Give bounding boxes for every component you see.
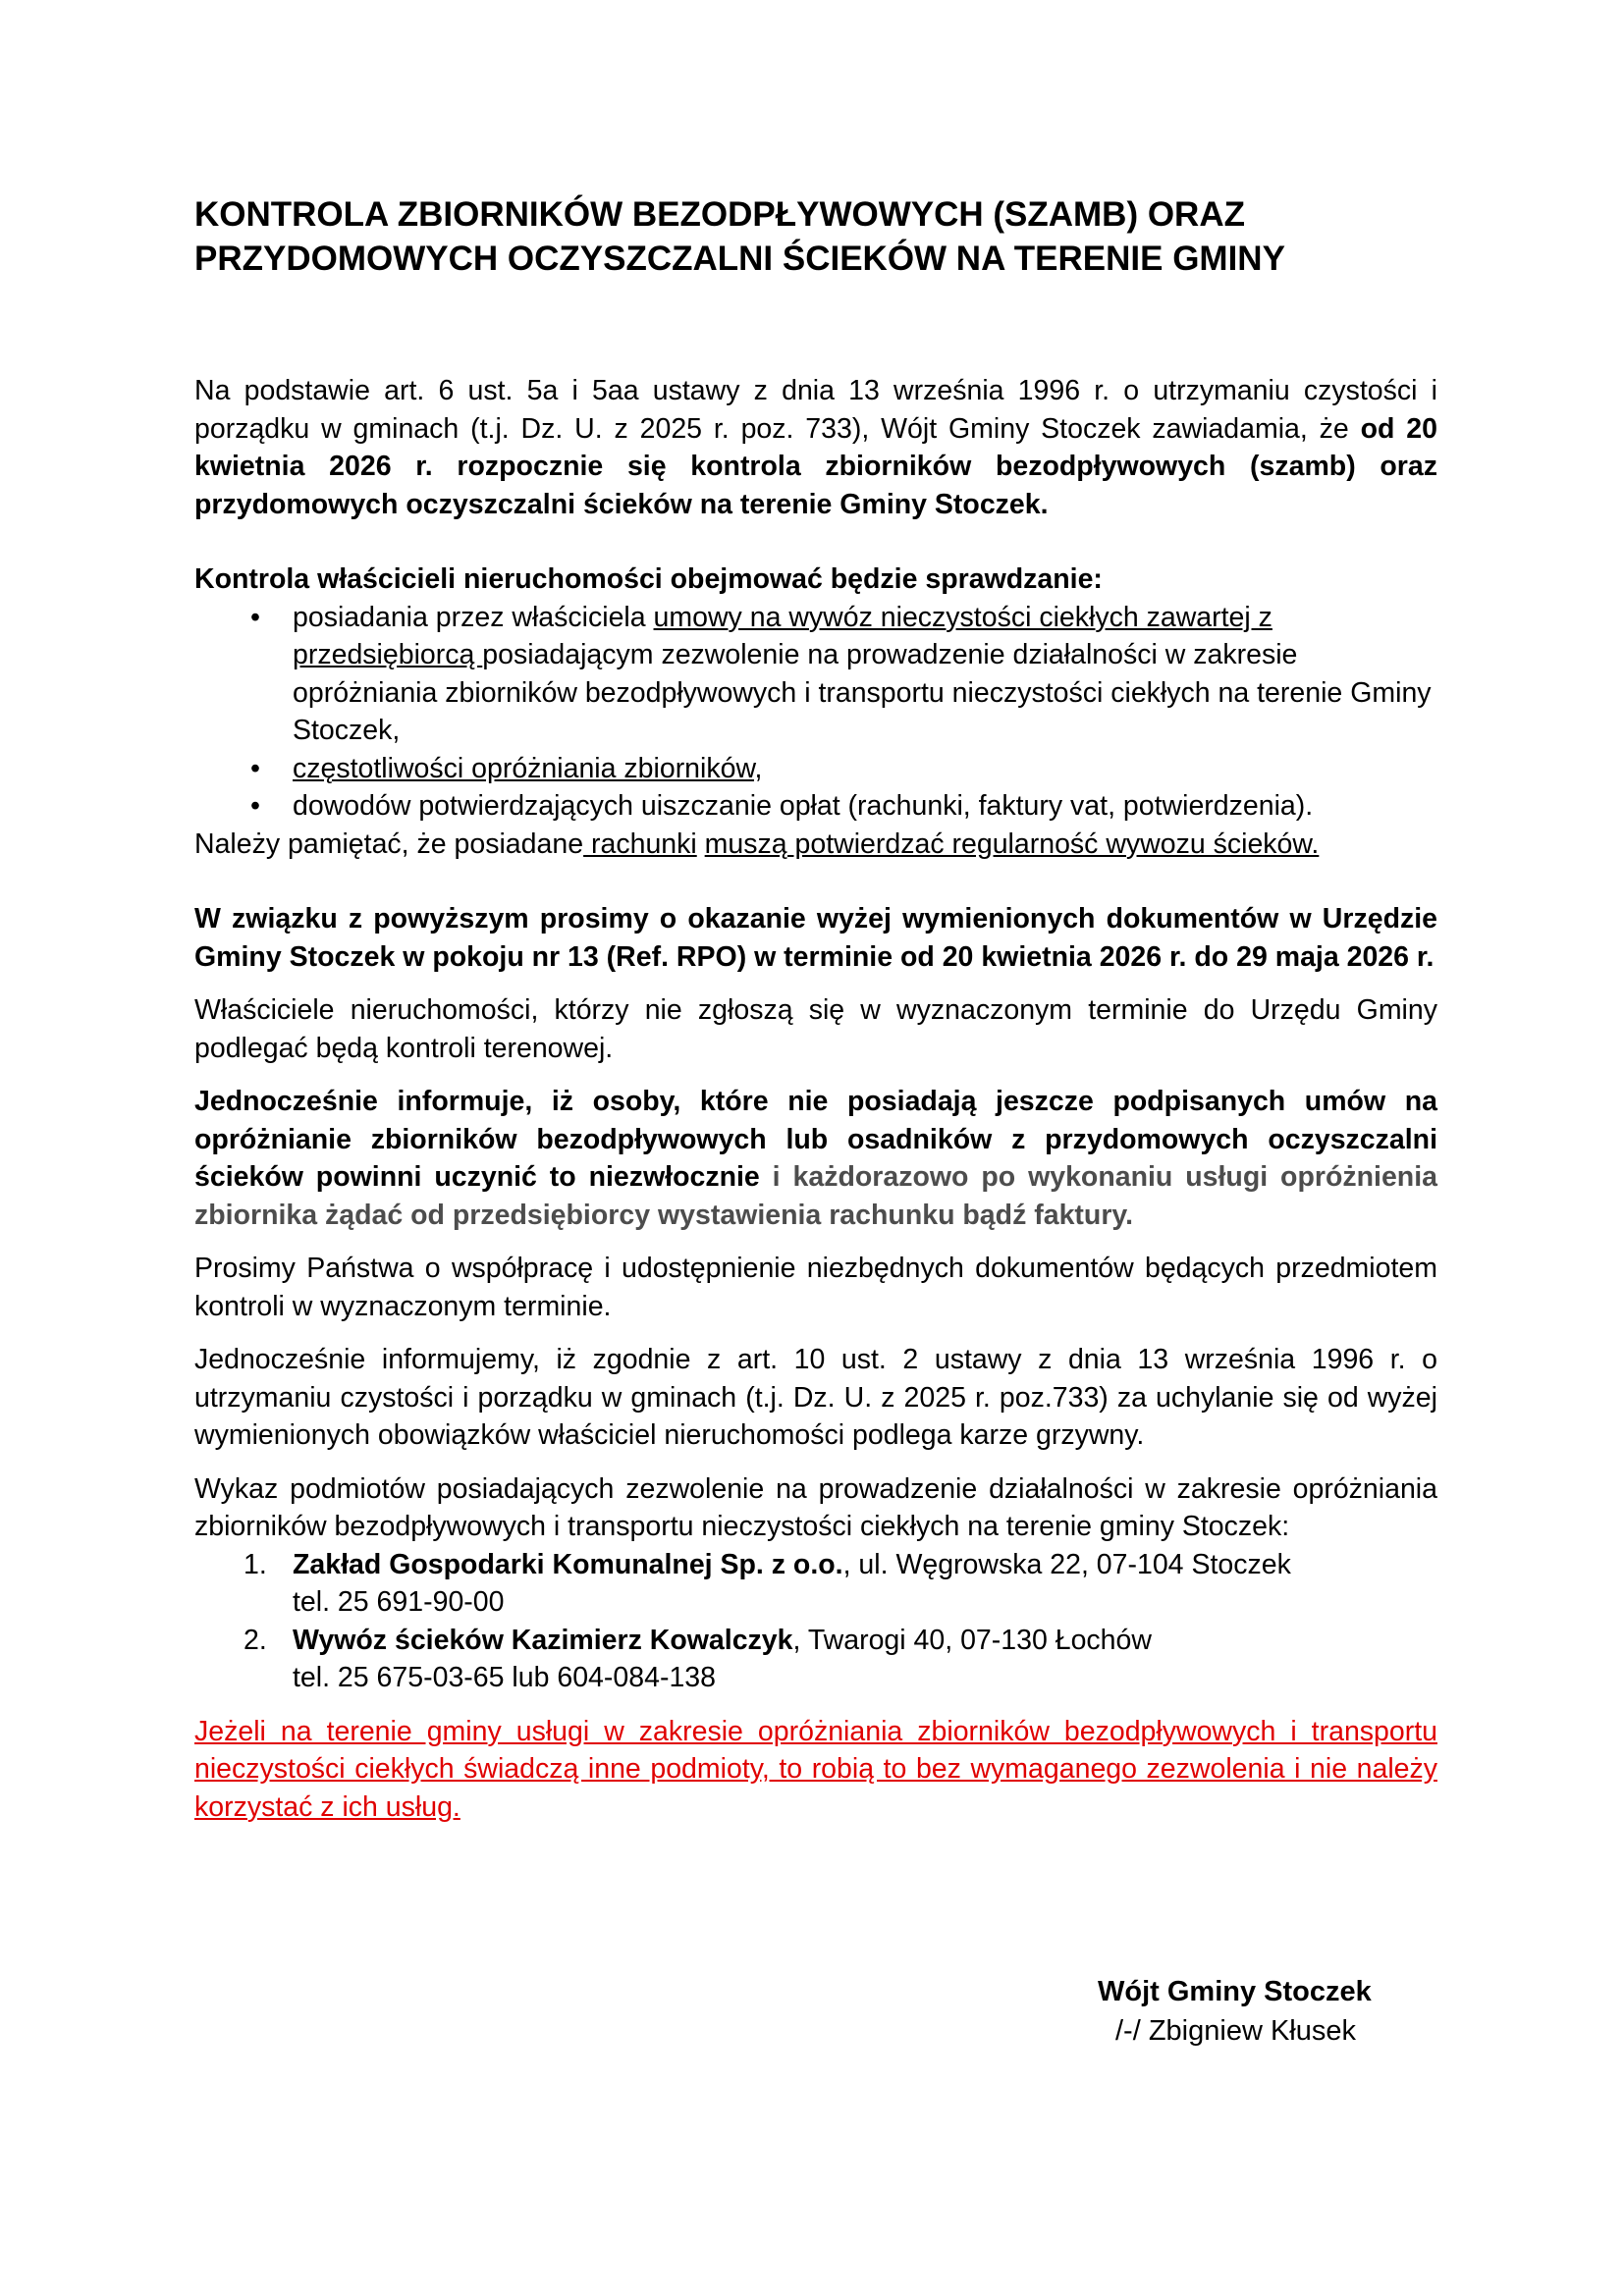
list-intro-paragraph: Wykaz podmiotów posiadających zezwolenie na prowadzenie działalności w zakresie opróżniania zbiorników bezodpływowych i transportu nieczystości ciekłych na terenie gminy Stoczek:: [194, 1472, 1437, 1542]
control-list: [194, 599, 1437, 826]
item1-rest: posiadającym zezwolenie na prowadzenie działalności w zakresie opróżniania zbiorników bezodpływowych i transportu nieczystości ciekłych na terenie Gminy Stoczek,: [293, 639, 1432, 746]
note-space: [697, 828, 705, 860]
title-line-1: KONTROLA ZBIORNIKÓW BEZODPŁYWOWYCH (SZAMB) ORAZ: [194, 195, 1245, 234]
bullet-icon: •: [250, 601, 260, 633]
company-phone: tel. 25 675-03-65 lub 604-084-138: [293, 1662, 716, 1693]
intro-paragraph: [194, 372, 1437, 523]
list-item: [194, 750, 1437, 788]
companies-list: [194, 1546, 1437, 1697]
control-heading: Kontrola właścicieli nieruchomości obejmować będzie sprawdzanie:: [194, 563, 1103, 595]
info-paragraph: [194, 1083, 1437, 1234]
company-address: , ul. Węgrowska 22, 07-104 Stoczek: [842, 1548, 1291, 1580]
company-phone: tel. 25 691-90-00: [293, 1586, 505, 1618]
company-name: Zakład Gospodarki Komunalnej Sp. z o.o.: [293, 1548, 843, 1580]
list-number: 2.: [244, 1624, 267, 1656]
note-underlined-1: rachunki: [583, 828, 697, 860]
field-control-paragraph: Właściciele nieruchomości, którzy nie zgłoszą się w wyznaczonym terminie do Urzędu Gminy podlegać będą kontroli terenowej.: [194, 994, 1437, 1064]
cooperation-paragraph: Prosimy Państwa o współpracę i udostępnienie niezbędnych dokumentów będących przedmiotem kontroli w wyznaczonym terminie.: [194, 1253, 1437, 1322]
item1-underlined: umowy na wywóz nieczystości ciekłych zawartej z przedsiębiorcą: [293, 601, 1272, 670]
receipts-note: [194, 826, 1437, 864]
info-bold-text: Jednocześnie informuje, iż osoby, które nie posiadają jeszcze podpisanych umów na opróżnianie zbiorników bezodpływowych lub osadników z przydomowych oczyszczalni ścieków powinni uczynić to niezwłocznie: [194, 1086, 1437, 1193]
list-item: [194, 1546, 1437, 1622]
warning-paragraph: Jeżeli na terenie gminy usługi w zakresie opróżniania zbiorników bezodpływowych i transportu nieczystości ciekłych świadczą inne podmioty, to robią to bez wymaganego zezwolenia i nie należy korzystać z ich usług.: [194, 1715, 1437, 1823]
signature-block: [1098, 1972, 1372, 2051]
list-item: [194, 1622, 1437, 1697]
info-grey-text: i każdorazowo po wykonaniu usługi opróżnienia zbiornika żądać od przedsiębiorcy wystawienia rachunku bądź faktury.: [194, 1161, 1437, 1231]
signature-title: Wójt Gminy Stoczek: [1098, 1976, 1372, 2007]
bullet-icon: •: [250, 790, 260, 822]
item1-text: posiadania przez właściciela: [293, 601, 654, 633]
penalty-paragraph: Jednocześnie informujemy, iż zgodnie z art. 10 ust. 2 ustawy z dnia 13 września 1996 r. o utrzymaniu czystości i porządku w gminach (t.j. Dz. U. z 2025 r. poz.733) za uchylanie się od wyżej wymienionych obowiązków właściciel nieruchomości podlega karze grzywny.: [194, 1344, 1437, 1451]
bullet-icon: •: [250, 752, 260, 784]
list-number: 1.: [244, 1548, 267, 1580]
item2-text: częstotliwości opróżniania zbiorników,: [293, 752, 763, 784]
intro-text: Na podstawie art. 6 ust. 5a i 5aa ustawy z dnia 13 września 1996 r. o utrzymaniu czystości i porządku w gminach (t.j. Dz. U. z 2025 r. poz. 733), Wójt Gminy Stoczek zawiadamia, że: [194, 375, 1437, 445]
company-address: , Twarogi 40, 07-130 Łochów: [792, 1624, 1152, 1656]
intro-bold-text: od 20 kwietnia 2026 r. rozpocznie się kontrola zbiorników bezodpływowych (szamb) oraz przydomowych oczyszczalni ścieków na terenie Gminy Stoczek.: [194, 412, 1438, 520]
list-item: [194, 787, 1437, 826]
list-item: [194, 599, 1437, 750]
request-paragraph: W związku z powyższym prosimy o okazanie wyżej wymienionych dokumentów w Urzędzie Gminy Stoczek w pokoju nr 13 (Ref. RPO) w terminie od 20 kwietnia 2026 r. do 29 maja 2026 r.: [194, 903, 1437, 973]
note-underlined-2: muszą potwierdzać regularność wywozu ścieków.: [704, 828, 1320, 860]
signature-name: /-/ Zbigniew Kłusek: [1115, 2015, 1356, 2047]
note-text: Należy pamiętać, że posiadane: [194, 828, 584, 860]
document-title: [194, 192, 1437, 281]
company-name: Wywóz ścieków Kazimierz Kowalczyk: [293, 1624, 793, 1656]
document-page: [194, 192, 1437, 1826]
item3-text: dowodów potwierdzających uiszczanie opłat (rachunki, faktury vat, potwierdzenia).: [293, 790, 1314, 822]
title-line-2: PRZYDOMOWYCH OCZYSZCZALNI ŚCIEKÓW NA TERENIE GMINY: [194, 240, 1285, 278]
